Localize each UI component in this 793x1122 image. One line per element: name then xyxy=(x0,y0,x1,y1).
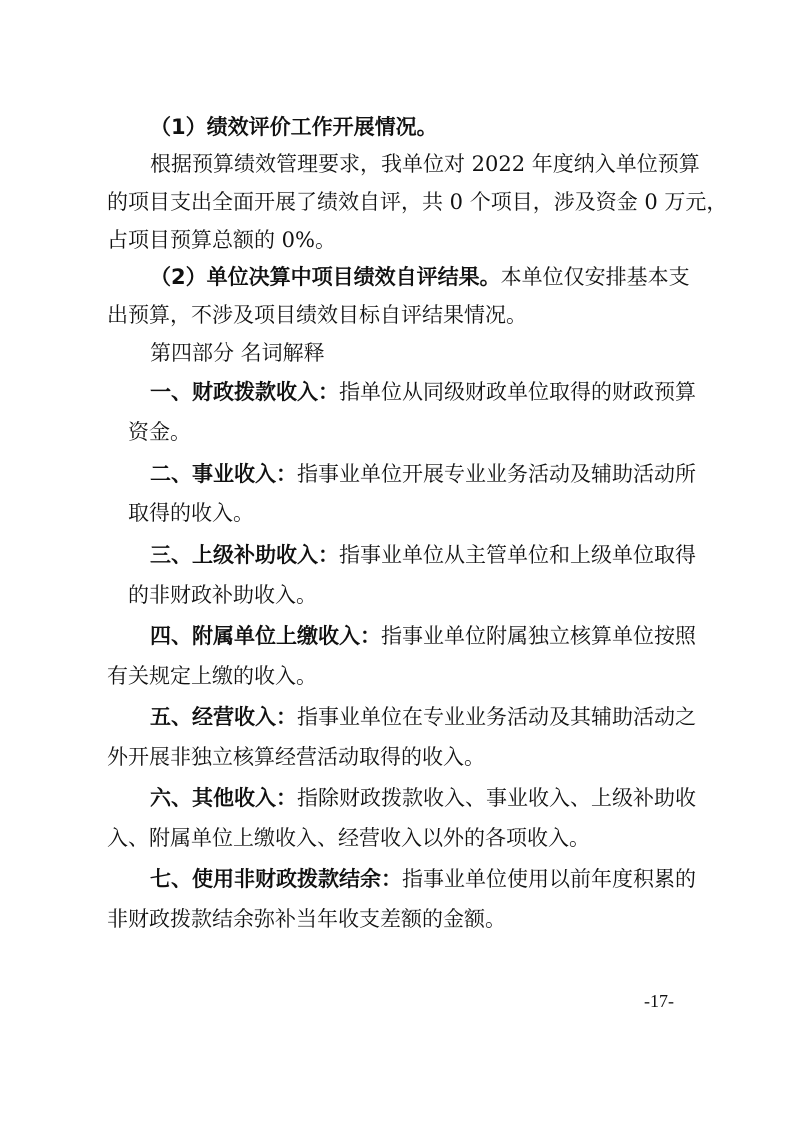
perf-para2-text: 本单位仅安排基本支 xyxy=(500,265,690,289)
term-1-name: 一、财政拨款收入： xyxy=(150,380,339,404)
term-2-def: 指事业单位开展专业业务活动及辅助活动所 xyxy=(297,462,696,486)
term-7-name: 七、使用非财政拨款结余： xyxy=(150,867,402,891)
term-7-line2: 非财政拨款结余弥补当年收支差额的金额。 xyxy=(107,907,506,931)
term-3-line1 xyxy=(150,545,696,566)
term-6-line1 xyxy=(150,788,696,809)
perf-heading-1: （1）绩效评价工作开展情况。 xyxy=(150,115,438,139)
term-4-name: 四、附属单位上缴收入： xyxy=(150,624,381,648)
term-3-name: 三、上级补助收入： xyxy=(150,543,339,567)
term-6-line2: 入、附属单位上缴收入、经营收入以外的各项收入。 xyxy=(107,826,590,850)
term-6-name: 六、其他收入： xyxy=(150,786,297,810)
perf-para1-line2: 的项目支出全面开展了绩效自评，共 0 个项目，涉及资金 0 万元， xyxy=(107,190,728,214)
perf-para2-line2: 出预算，不涉及项目绩效目标自评结果情况。 xyxy=(107,303,527,327)
perf-para1-line1: 根据预算绩效管理要求，我单位对 2022 年度纳入单位预算 xyxy=(150,152,700,176)
term-4-line2: 有关规定上缴的收入。 xyxy=(107,664,317,688)
term-2-line2: 取得的收入。 xyxy=(128,501,254,525)
term-7-line1 xyxy=(150,869,696,890)
perf-para1-line3: 占项目预算总额的 0%。 xyxy=(107,228,336,252)
term-4-line1 xyxy=(150,626,696,647)
term-3-def: 指事业单位从主管单位和上级单位取得 xyxy=(339,543,696,567)
term-3-line2: 的非财政补助收入。 xyxy=(128,583,317,607)
term-1-line1 xyxy=(150,382,696,403)
term-2-line1 xyxy=(150,464,696,485)
term-7-def: 指事业单位使用以前年度积累的 xyxy=(402,867,696,891)
term-5-line1 xyxy=(150,707,696,728)
term-1-def: 指单位从同级财政单位取得的财政预算 xyxy=(339,380,696,404)
perf-para2-line1 xyxy=(150,267,690,288)
perf-heading-2: （2）单位决算中项目绩效自评结果。 xyxy=(150,265,501,289)
term-5-line2: 外开展非独立核算经营活动取得的收入。 xyxy=(107,745,485,769)
page-number: -17- xyxy=(644,991,674,1011)
term-5-name: 五、经营收入： xyxy=(150,705,297,729)
term-5-def: 指事业单位在专业业务活动及其辅助活动之 xyxy=(297,705,696,729)
term-6-def: 指除财政拨款收入、事业收入、上级补助收 xyxy=(297,786,696,810)
part-four-title: 第四部分 名词解释 xyxy=(150,341,325,365)
term-4-def: 指事业单位附属独立核算单位按照 xyxy=(381,624,696,648)
term-1-line2: 资金。 xyxy=(128,420,191,444)
term-2-name: 二、事业收入： xyxy=(150,462,297,486)
